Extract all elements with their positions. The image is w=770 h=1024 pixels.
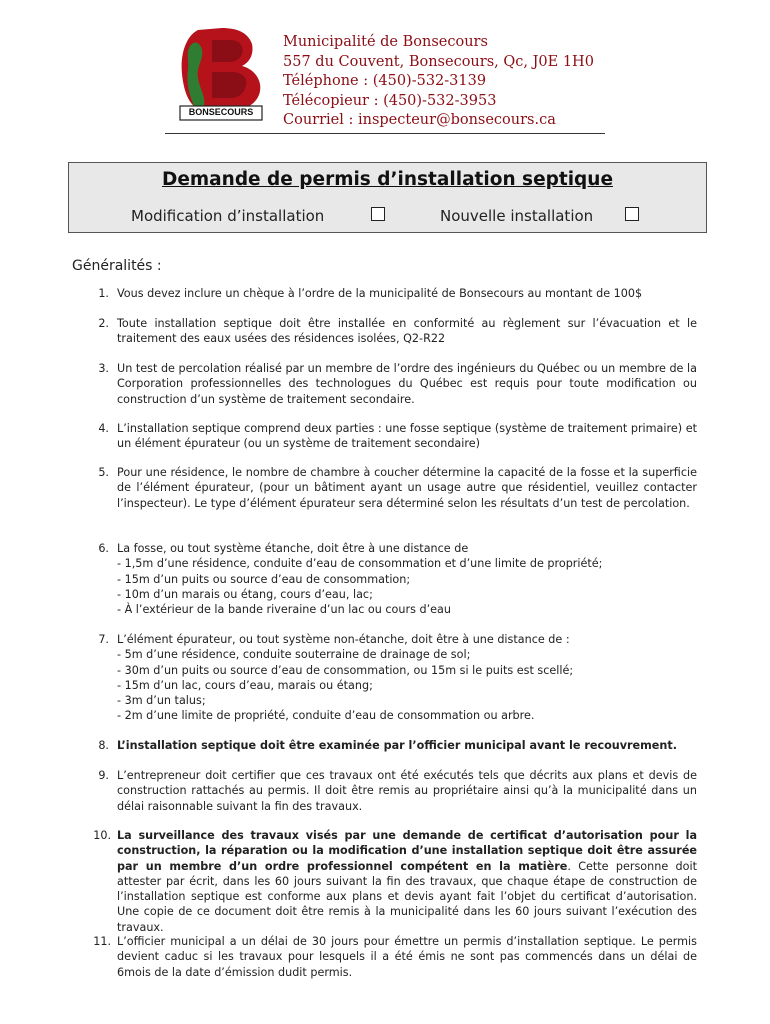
list-item	[93, 828, 697, 935]
item-text-bold: La surveillance des travaux visés par une demande de certificat d’autorisation pour la construction, la réparation ou la modification d’une installation septique doit être assurée par un membre d’un ordre professionnel compétent en la matière	[117, 829, 697, 873]
list-item	[98, 465, 697, 511]
item-subline: - 30m d’un puits ou source d’eau de consommation, ou 15m si le puits est scellé;	[117, 663, 574, 677]
fax-line: Télécopieur : (450)-532-3953	[283, 92, 497, 109]
item-text: . Cette personne doit attester par écrit, dans les 60 jours suivant la fin des travaux, que chaque étape de construction de l’installation septique est conforme aux plans et devis ayant fait l’objet du certificat d’autorisation. Une copie de ce document doit être remis à la municipalité dans les 60 jours suivant l’exécution des travaux.	[117, 859, 697, 934]
phone-line: Téléphone : (450)-532-3139	[283, 73, 487, 90]
option-nouvelle-checkbox[interactable]	[625, 207, 639, 221]
item-text: Un test de percolation réalisé par un membre de l’ordre des ingénieurs du Québec ou un membre de la Corporation professionnelles des technologues du Québec est requis pour toute modification ou construction d’un système de traitement secondaire.	[117, 362, 697, 406]
item-text: L’installation septique comprend deux parties : une fosse septique (système de traitement primaire) et un élément épurateur (ou un système de traitement secondaire)	[117, 422, 697, 451]
item-number: 4.	[98, 422, 109, 435]
list-item	[98, 632, 697, 724]
header-divider	[165, 133, 605, 134]
item-subline: - 10m d’un marais ou étang, cours d’eau, lac;	[117, 587, 373, 601]
item-text: Toute installation septique doit être installée en conformité au règlement sur l’évacuation et le traitement des eaux usées des résidences isolées, Q2-R22	[117, 317, 697, 346]
item-number: 7.	[98, 633, 109, 646]
item-number: 8.	[98, 739, 109, 752]
list-item	[98, 361, 697, 407]
list-item	[98, 541, 697, 617]
option-modification-label: Modification d’installation	[131, 207, 325, 225]
form-title: Demande de permis d’installation septique	[161, 169, 614, 190]
municipality-name: Municipalité de Bonsecours	[283, 34, 488, 50]
item-number: 3.	[98, 362, 109, 375]
section-heading: Généralités :	[72, 258, 162, 274]
address-line: 557 du Couvent, Bonsecours, Qc, J0E 1H0	[283, 53, 594, 70]
item-text-bold: L’installation septique doit être examinée par l’officier municipal avant le recouvrement.	[117, 739, 677, 752]
item-subline: - 15m d’un puits ou source d’eau de consommation;	[117, 572, 411, 586]
item-subline: - 2m d’une limite de propriété, conduite d’eau de consommation ou arbre.	[117, 709, 535, 723]
list-item	[98, 768, 697, 814]
list-item	[98, 286, 697, 301]
item-number: 5.	[98, 466, 109, 479]
list-item	[98, 421, 697, 452]
item-text: L’officier municipal a un délai de 30 jours pour émettre un permis d’installation septique. Le permis devient caduc si les travaux pour lesquels il a été émis ne sont pas commencés dans un délai de 6mois de la date d’émission dudit permis.	[117, 935, 697, 979]
municipality-logo	[176, 26, 266, 122]
item-subline: - 15m d’un lac, cours d’eau, marais ou étang;	[117, 678, 373, 692]
item-subline: - 3m d’un talus;	[117, 694, 206, 708]
item-number: 11.	[93, 935, 111, 948]
list-item	[93, 934, 697, 980]
item-number: 2.	[98, 317, 109, 330]
list-item	[98, 738, 697, 753]
item-number: 9.	[98, 769, 109, 782]
form-title-box	[68, 162, 707, 233]
item-text: Pour une résidence, le nombre de chambre à coucher détermine la capacité de la fosse et la superficie de l’élément épurateur, (pour un bâtiment ayant un usage autre que résidentiel, veuillez contacter l’inspecteur). Le type d’élément épurateur sera déterminé selon les résultats d’un test de percolation.	[117, 466, 697, 510]
item-subline: - À l’extérieur de la bande riveraine d’un lac ou cours d’eau	[117, 603, 451, 617]
logo-label: BONSECOURS	[188, 107, 254, 117]
item-text: Vous devez inclure un chèque à l’ordre de la municipalité de Bonsecours au montant de 100$	[117, 287, 643, 300]
item-intro: La fosse, ou tout système étanche, doit être à une distance de	[117, 542, 469, 555]
email-line: Courriel : inspecteur@bonsecours.ca	[283, 112, 556, 129]
header-contact	[283, 33, 594, 131]
list-item	[98, 316, 697, 347]
item-subline: - 1,5m d’une résidence, conduite d’eau de consommation et d’une limite de propriété;	[117, 557, 603, 571]
item-intro: L’élément épurateur, ou tout système non-étanche, doit être à une distance de :	[117, 633, 570, 646]
item-number: 10.	[93, 829, 111, 842]
item-number: 1.	[98, 287, 109, 300]
item-text: L’entrepreneur doit certifier que ces travaux ont été exécutés tels que décrits aux plans et devis de construction rattachés au permis. Il doit être remis au propriétaire ainsi qu’à la municipalité dans un délai raisonnable suivant la fin des travaux.	[117, 769, 697, 813]
item-number: 6.	[98, 542, 109, 555]
option-modification-checkbox[interactable]	[371, 207, 385, 221]
option-nouvelle-label: Nouvelle installation	[440, 207, 594, 225]
item-subline: - 5m d’une résidence, conduite souterraine de drainage de sol;	[117, 648, 471, 662]
